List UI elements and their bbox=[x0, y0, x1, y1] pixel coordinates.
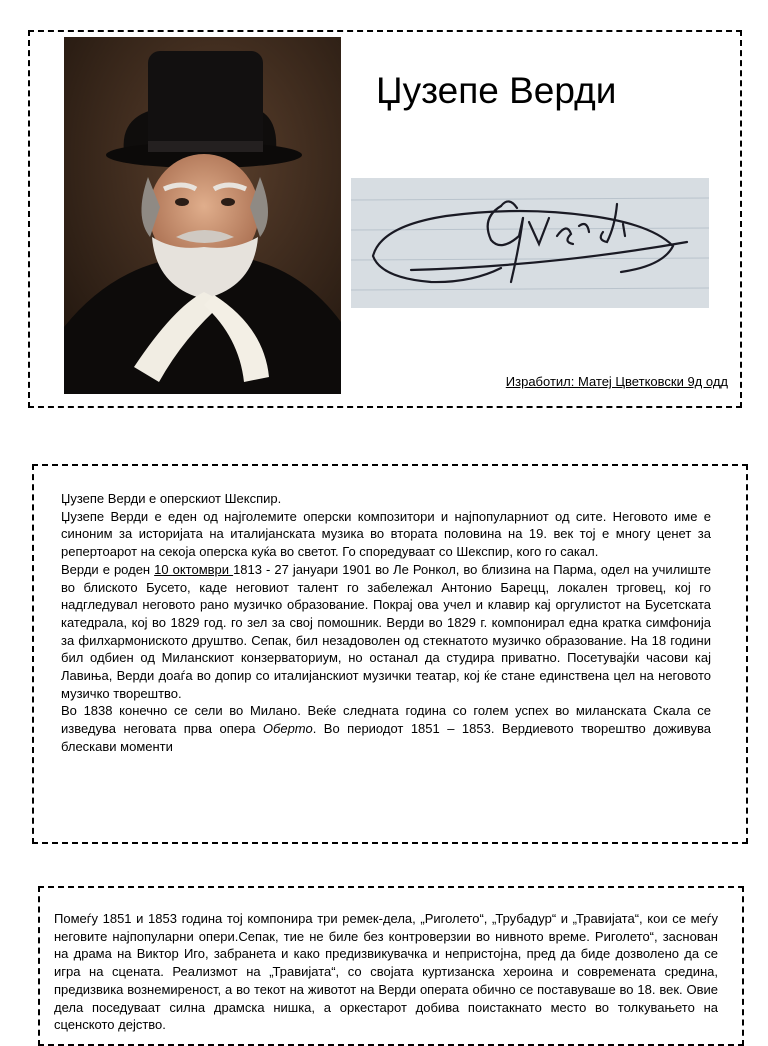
biography-paragraph bbox=[61, 561, 711, 703]
author-credit: Изработил: Матеј Цветковски 9д одд bbox=[505, 374, 728, 389]
page-title: Џузепе Верди bbox=[376, 70, 617, 111]
signature-image bbox=[351, 178, 709, 308]
birth-text: 1813 - 27 јануари 1901 во Ле Ронкол, во близина на Парма, одел на училиште во блиското Бусето, каде неговиот талент го забележал Антонио Барецц, локален трговец, кој го надгледувал неговото рано музичко образование. Покрај ова учел и клавир кај оргулистот на Бусетската катедрала, кој во 1829 год. го зел за свој помошник. Верди во 1829 г. компонирал една кратка симфонија за филхармониското друштво. Сепак, бил незадоволен од стекнатото музичко образование. На 18 години бил одбиен од Миланскиот конзерваториум, но останал да студира приватно. Посетувајќи часови кај Лавиња, Верди доаѓа во допир со италијанскиот музички театар, кој ќе стане единствена цел на неговото музичко творештво. bbox=[61, 561, 711, 701]
biography-paragraph: Џузепе Верди е еден од најголемите оперски композитори и најпопуларниот од сите. Неговото име е синоним за историјата на италијанската музика во втората половина на 19. век тој е многу ценет за репертоарот на секоја оперска куќа во светот. Го споредуваат со Шекспир, кого го сакал. bbox=[61, 508, 711, 560]
biography-text bbox=[61, 490, 711, 756]
birth-date-link[interactable]: 10 октомври bbox=[154, 561, 234, 577]
milan-text: Во 1838 конечно се сели во Милано. Веќе следната година со голем успех во миланската Скала се изведува неговата прва опера bbox=[61, 703, 711, 737]
portrait-photo bbox=[64, 37, 341, 394]
operas-text bbox=[54, 910, 718, 1034]
biography-paragraph: Џузепе Верди е оперскиот Шекспир. bbox=[61, 491, 282, 506]
biography-paragraph bbox=[61, 702, 711, 755]
birth-text: Верди е роден bbox=[61, 561, 155, 577]
operas-paragraph: Помеѓу 1851 и 1853 година тој компонира три ремек-дела, „Риголето“, „Трубадур“ и „Травијата“, кои се меѓу неговите најпопуларни опери.Сепак, тие не биле без контроверзии во нивното време. Риголето“, заснован на драма на Виктор Иго, забранета и како предизвикувачка и непристојна, пред да биде дозволено да се игра на сцената. Реализмот на „Травијата“, со својата куртизанска хероина и современата средина, предизвика вознемиреност, а во текот на животот на Верди операта обично се поставуваше во 18. век. Овие дела поседуваат силна драмска нишка, а оркестарот добива поистакнато место во толкувањето на сценското дејство. bbox=[54, 911, 718, 1033]
milan-text: . Во периодот 1851 – 1853. Вердиевото творештво доживува блескави моменти bbox=[61, 721, 711, 754]
opera-title: Оберто bbox=[262, 721, 313, 737]
